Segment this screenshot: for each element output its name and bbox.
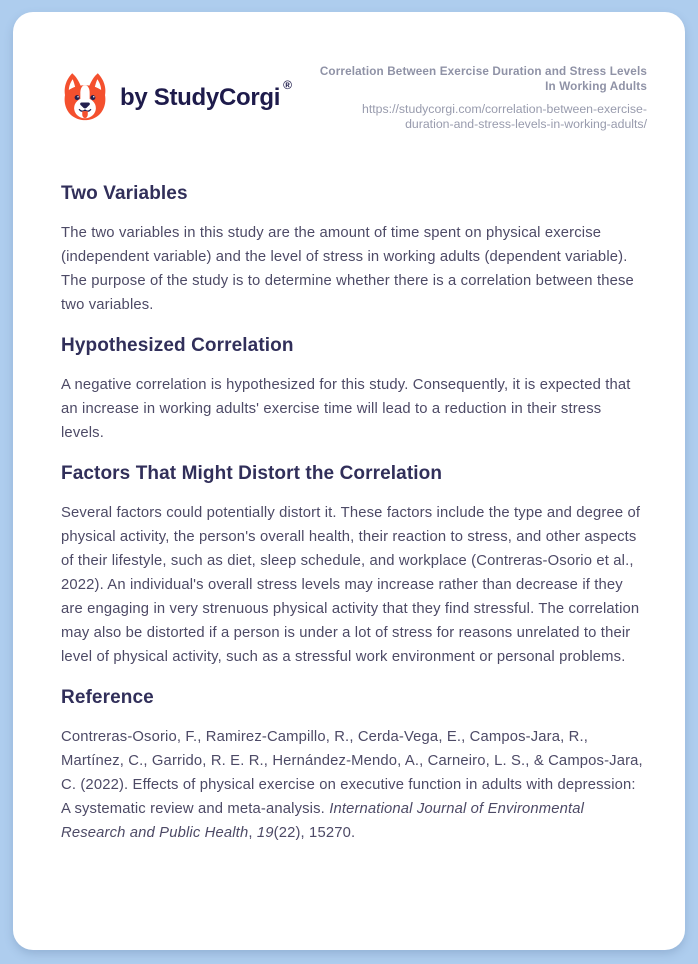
reference-journal-name: International Journal of Environmental Research and Public Health xyxy=(61,801,585,841)
reference-entry xyxy=(61,725,647,845)
reference-volume: 19 xyxy=(256,825,274,841)
section-heading-distorting-factors: Factors That Might Distort the Correlation xyxy=(61,463,443,484)
document-url-line-1[interactable]: https://studycorgi.com/correlation-between-exercise- xyxy=(362,102,647,116)
brand-text xyxy=(120,77,292,112)
section-distorting-factors xyxy=(61,461,647,669)
studycorgi-logo xyxy=(61,72,292,124)
document-header xyxy=(61,64,647,131)
document-card xyxy=(13,12,685,950)
document-body xyxy=(61,181,647,845)
section-two-variables xyxy=(61,181,647,317)
section-paragraph-two-variables: The two variables in this study are the amount of time spent on physical exercise (independent variable) and the level of stress in working adults (dependent variable). The purpose of the study is to determine whether there is a correlation between these two variables. xyxy=(61,225,634,313)
section-paragraph-distorting-factors: Several factors could potentially distort it. These factors include the type and degree of physical activity, the person's overall health, their reaction to stress, and other aspects of their lifestyle, such as diet, sleep schedule, and workplace (Contreras-Osorio et al., 2022). An individual's overall stress levels may increase rather than decrease if they are engaging in very strenuous physical activity that they find stressful. The correlation may also be distorted if a person is under a lot of stress for reasons unrelated to their level of physical activity, such as a stressful work environment or personal problems. xyxy=(61,505,641,665)
document-title-line-1: Correlation Between Exercise Duration and Stress Levels xyxy=(319,65,647,78)
section-reference xyxy=(61,685,647,845)
reference-authors-and-title: Contreras-Osorio, F., Ramirez-Campillo, R., Cerda-Vega, E., Campos-Jara, R., Martínez, C., Garrido, R. E. R., Hernández-Mendo, A., Carneiro, L. S., & Campos-Jara, C. (2022). Effects of physical exercise on executive function in adults with depression: A systematic review and meta-analysis. xyxy=(61,729,643,817)
document-meta xyxy=(320,64,647,131)
brand-text-label: by StudyCorgi xyxy=(120,83,281,111)
corgi-logo-icon xyxy=(61,72,109,124)
document-title-line-2: In Working Adults xyxy=(545,80,647,93)
registered-mark: ® xyxy=(283,77,292,92)
document-url-link[interactable] xyxy=(320,102,647,131)
document-title xyxy=(320,64,647,94)
section-heading-hypothesized-correlation: Hypothesized Correlation xyxy=(61,335,294,356)
document-url-line-2[interactable]: duration-and-stress-levels-in-working-adults/ xyxy=(405,116,647,131)
section-heading-two-variables: Two Variables xyxy=(61,183,188,204)
section-hypothesized-correlation xyxy=(61,333,647,445)
section-paragraph-hypothesized-correlation: A negative correlation is hypothesized for this study. Consequently, it is expected that an increase in working adults' exercise time will lead to a reduction in their stress levels. xyxy=(61,377,631,441)
reference-issue-pages: (22), 15270. xyxy=(273,825,356,841)
section-heading-reference: Reference xyxy=(61,687,154,708)
reference-separator: , xyxy=(248,825,257,841)
